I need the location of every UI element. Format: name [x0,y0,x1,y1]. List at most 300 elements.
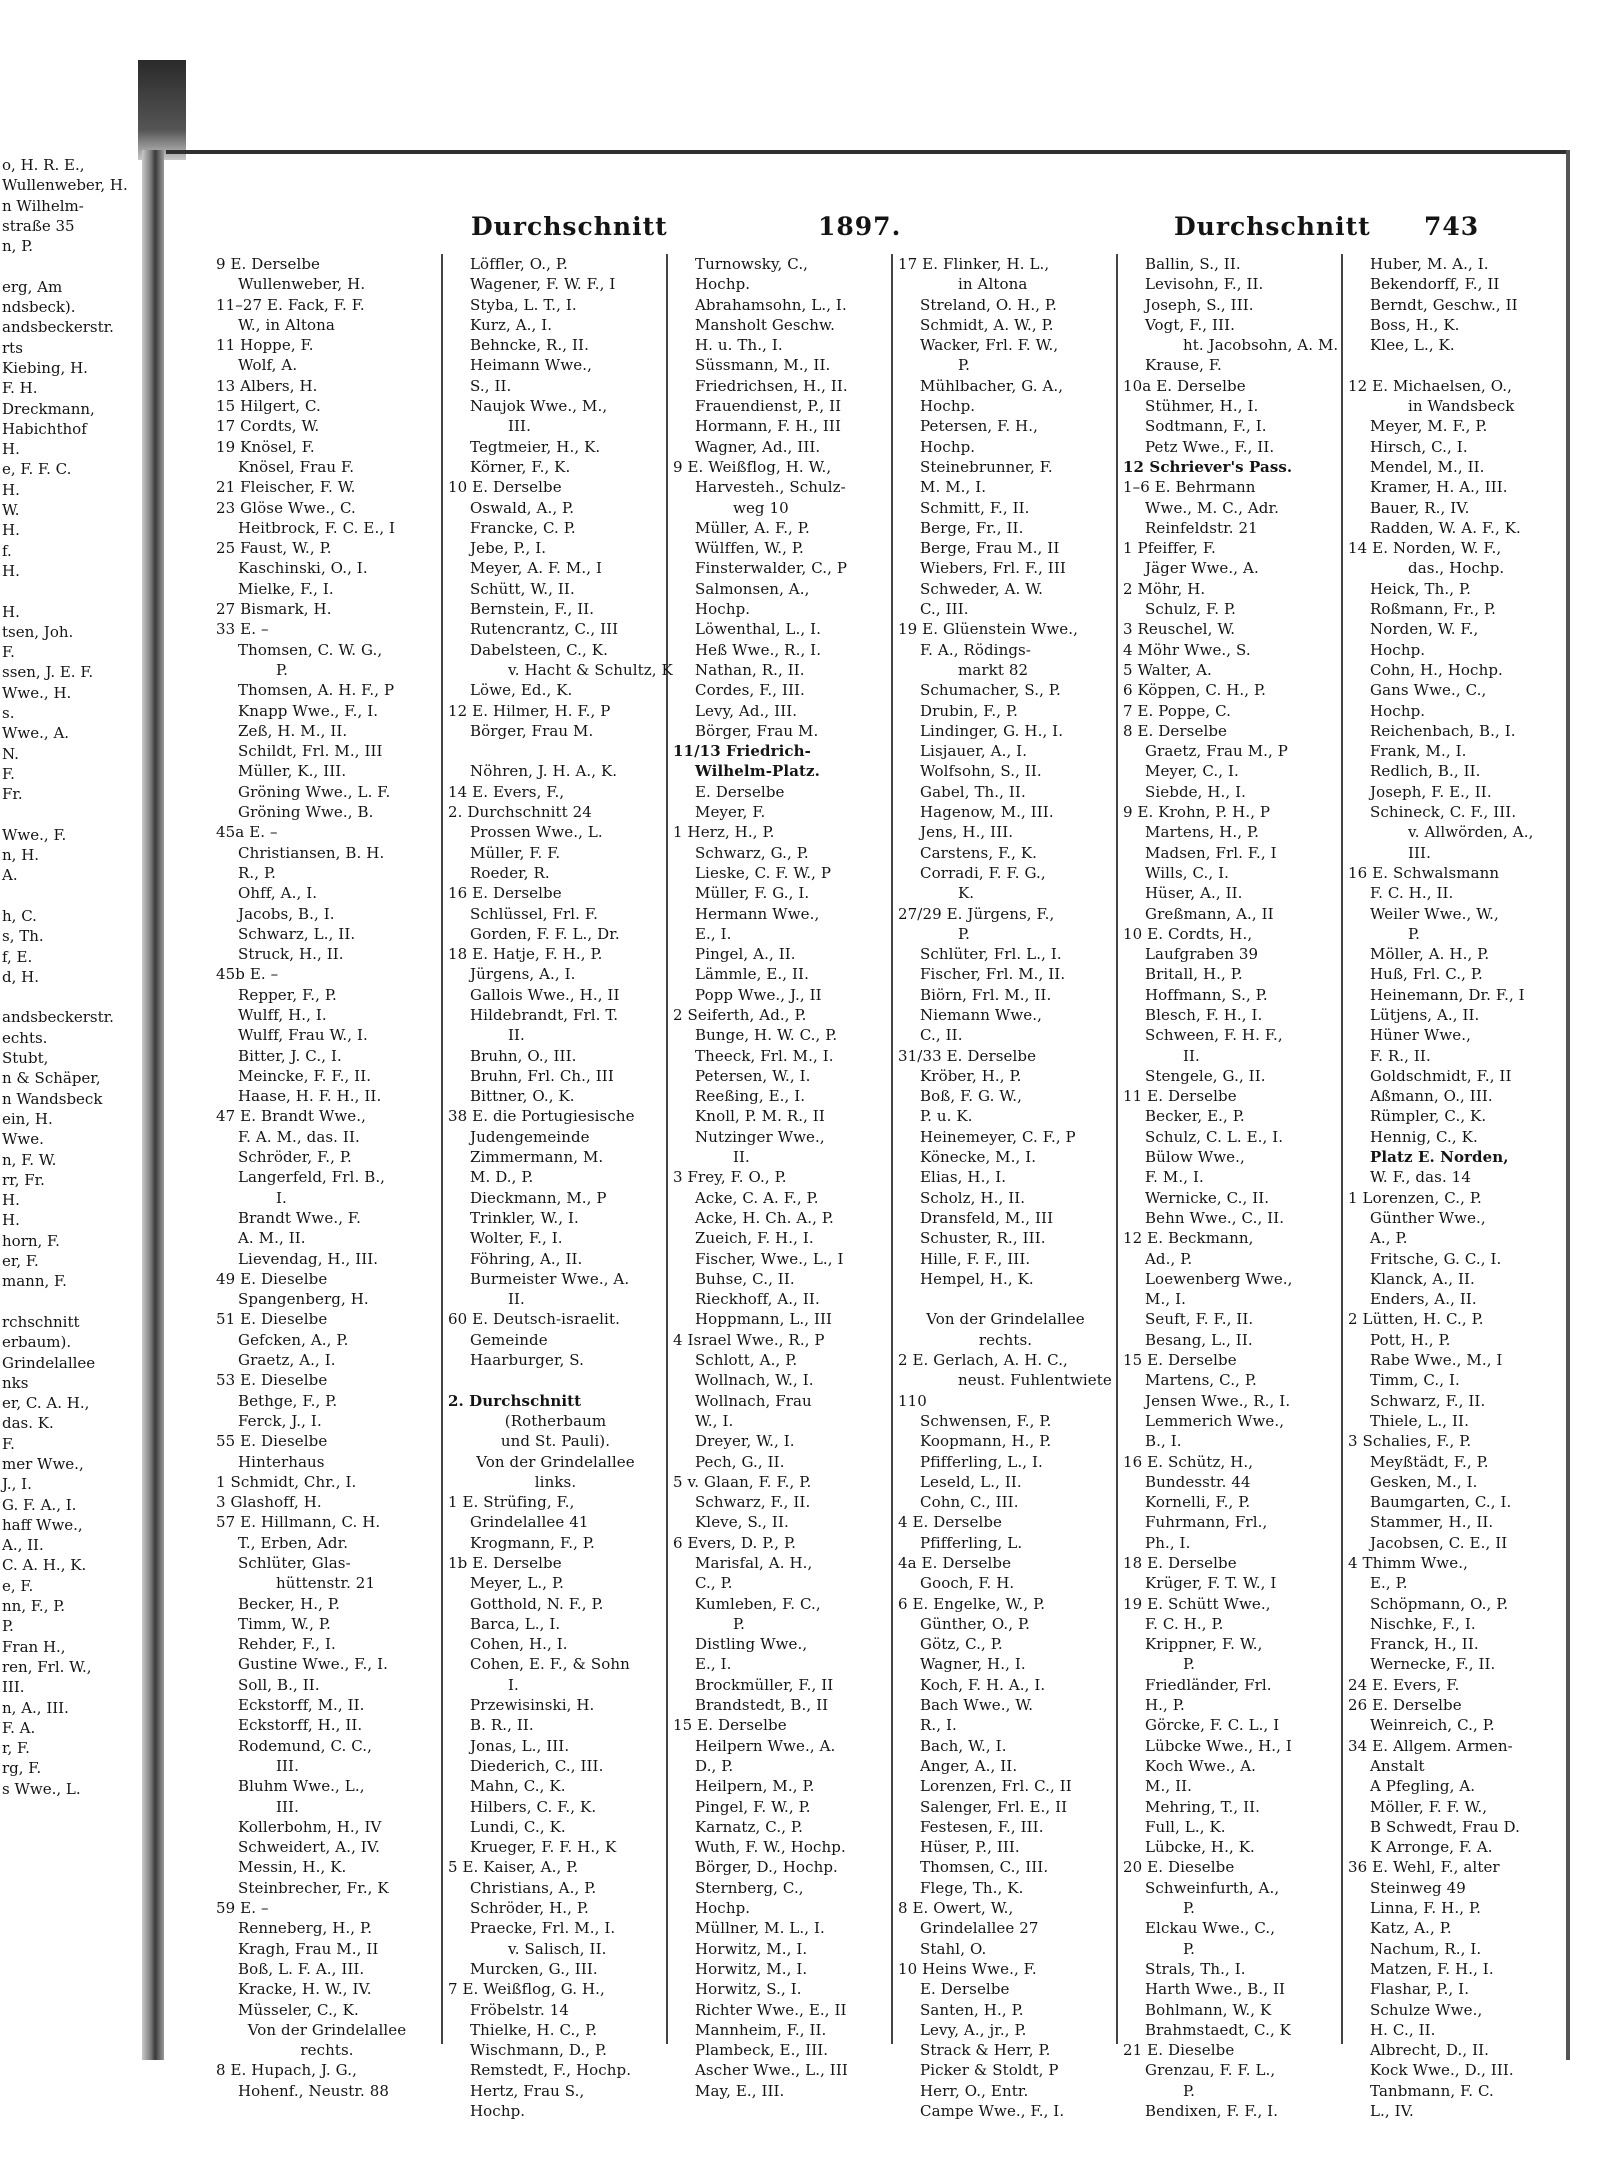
directory-entry-line: W., in Altona [238,315,335,334]
directory-entry-line: May, E., III. [695,2081,785,2100]
directory-entry-line: Wolf, A. [238,356,298,375]
previous-page-line: das. K. [2,1414,54,1433]
directory-entry-line: Schütt, W., II. [470,579,575,598]
directory-entry-line: Dreyer, W., I. [695,1432,795,1451]
directory-entry-line: Thomsen, C., III. [920,1858,1049,1877]
directory-entry-line: Ph., I. [1145,1533,1191,1552]
previous-page-line: Kiebing, H. [2,358,88,377]
directory-entry-line: R., P. [238,863,277,882]
directory-entry-line: Nathan, R., II. [695,660,805,679]
directory-entry-line: Cohn, C., III. [920,1493,1019,1512]
directory-entry-line: Föhring, A., II. [470,1249,583,1268]
directory-entry-line: Hille, F. F., III. [920,1249,1031,1268]
directory-entry-line: 5 Walter, A. [1123,660,1212,679]
directory-entry-line: M. M., I. [920,478,987,497]
directory-entry-line: P. [733,1614,746,1633]
directory-entry-line: Levy, Ad., III. [695,701,798,720]
directory-entry-line: Schmidt, A. W., P. [920,315,1054,334]
directory-entry-line: 15 E. Derselbe [1123,1351,1237,1370]
directory-entry-line: Jensen Wwe., R., I. [1145,1391,1291,1410]
directory-entry-line: Schuster, R., III. [920,1229,1046,1248]
directory-entry-line: Pott, H., P. [1370,1330,1451,1349]
directory-entry-line: Mahn, C., K. [470,1777,566,1796]
directory-entry-line: Rümpler, C., K. [1370,1107,1487,1126]
directory-entry-line: Horwitz, S., I. [695,1980,802,1999]
previous-page-line: H. [2,480,20,499]
previous-page-line: H. [2,602,20,621]
directory-entry-line: Gooch, F. H. [920,1574,1015,1593]
directory-entry-line: Schröder, H., P. [470,1899,589,1918]
directory-entry-line: 3 Reuschel, W. [1123,620,1236,639]
directory-entry-line: E. Derselbe [695,782,785,801]
directory-entry-line: Langerfeld, Frl. B., [238,1168,386,1187]
directory-entry-line: III. [1408,843,1431,862]
directory-entry-line: Strack & Herr, P. [920,2041,1051,2060]
directory-entry-line: Huber, M. A., I. [1370,255,1489,273]
directory-entry-line: Lübcke, H., K. [1145,1838,1255,1857]
directory-entry-line: F. A., Rödings- [920,640,1031,659]
directory-entry-line: Knösel, Frau F. [238,457,355,476]
previous-page-line: f, E. [2,947,33,966]
directory-entry-line: Schwarz, L., II. [238,924,356,943]
directory-entry-line: v. Allwörden, A., [1408,823,1534,842]
directory-entry-line: Jebe, P., I. [470,539,547,558]
directory-entry-line: Schwarz, F., II. [1370,1391,1486,1410]
directory-entry-line: Heinemann, Dr. F., I [1370,985,1525,1004]
directory-entry-line: R., I. [920,1716,957,1735]
directory-entry-line: Lieske, C. F. W., P [695,863,832,882]
directory-entry-line: Krippner, F. W., [1145,1635,1263,1654]
previous-page-line: n Wilhelm- [2,196,84,215]
previous-page-line: ssen, J. E. F. [2,663,94,682]
previous-page-line: n, P. [2,237,34,256]
directory-entry-line: Weiler Wwe., W., [1370,904,1499,923]
directory-entry-line: K Arronge, F. A. [1370,1838,1493,1857]
directory-entry-line: Boss, H., K. [1370,315,1460,334]
directory-entry-line: Koch, F. H. A., I. [920,1675,1046,1694]
directory-entry-line: 15 E. Derselbe [673,1716,787,1735]
directory-entry-line: Möller, A. H., P. [1370,945,1490,964]
header-year: 1897. [818,212,902,241]
previous-page-line: s. [2,704,15,723]
directory-entry-line: hüttenstr. 21 [276,1574,376,1593]
directory-entry-line: Hempel, H., K. [920,1269,1034,1288]
directory-entry-line: Wilhelm-Platz. [695,762,820,781]
previous-page-line: d, H. [2,967,39,986]
directory-entry-line: Cohn, H., Hochp. [1370,660,1503,679]
directory-entry-line: 17 Cordts, W. [216,417,320,436]
directory-entry-line: Schweidert, A., IV. [238,1838,381,1857]
page-number: 743 [1424,212,1480,241]
directory-entry-line: Süssmann, M., II. [695,356,831,375]
previous-page-line: F. [2,643,15,662]
directory-entry-line: und St. Pauli). [500,1432,611,1451]
directory-entry-line: 2 Möhr, H. [1123,579,1206,598]
directory-entry-line: Wülffen, W., P. [695,539,804,558]
directory-entry-line: 5 E. Kaiser, A., P. [448,1858,579,1877]
directory-entry-line: 4a E. Derselbe [898,1554,1012,1572]
directory-entry-line: B. R., II. [470,1716,534,1735]
previous-page-line: horn, F. [2,1231,60,1250]
directory-entry-line: Distling Wwe., [695,1635,808,1654]
directory-entry-line: Joseph, S., III. [1145,295,1254,314]
directory-entry-line: Krüger, F. T. W., I [1145,1574,1277,1593]
directory-entry-line: v. Hacht & Schultz, K [508,660,673,679]
directory-entry-line: 3 Glashoff, H. [216,1493,322,1512]
directory-entry-line: 55 E. Dieselbe [216,1432,328,1451]
directory-entry-line: Dieckmann, M., P [470,1188,607,1207]
directory-entry-line: Niemann Wwe., [920,1005,1043,1024]
directory-entry-line: Günther Wwe., [1370,1208,1486,1227]
directory-entry-line: Sodtmann, F., I. [1145,417,1267,436]
directory-entry-line: Graetz, Frau M., P [1145,742,1288,761]
directory-entry-line: Müller, F. F. [470,843,561,862]
directory-entry-line: F. M., I. [1145,1168,1204,1187]
directory-entry-line: Naujok Wwe., M., [470,397,608,416]
directory-entry-line: Stühmer, H., I. [1145,397,1259,416]
directory-entry-line: Kumleben, F. C., [695,1594,821,1613]
directory-entry-line: Schulz, C. L. E., I. [1145,1127,1284,1146]
directory-entry-line: Brandt Wwe., F. [238,1208,361,1227]
directory-entry-line: Krueger, F. F. H., K [470,1838,617,1857]
previous-page-line: N. [2,744,19,763]
directory-entry-line: P. [276,660,289,679]
directory-entry-line: 60 E. Deutsch-israelit. [448,1310,620,1329]
directory-entry-line: 10 E. Cordts, H., [1123,924,1253,943]
directory-entry-line: Levy, A., jr., P. [920,2020,1027,2039]
previous-page-line: Habichthof [2,419,87,438]
directory-entry-line: Radden, W. A. F., K. [1370,518,1521,537]
directory-entry-line: Hochp. [920,437,976,456]
previous-page-line: ndsbeck). [2,298,76,317]
directory-entry-line: Müller, K., III. [238,762,347,781]
directory-entry-line: Schwensen, F., P. [920,1411,1052,1430]
directory-entry-line: 4 E. Derselbe [898,1513,1003,1532]
directory-entry-line: Gans Wwe., C., [1370,681,1487,700]
directory-entry-line: Frauendienst, P., II [695,397,842,416]
directory-entry-line: Heilpern, M., P. [695,1777,815,1796]
directory-entry-line: Festesen, F., III. [920,1817,1044,1836]
directory-entry-line: Theeck, Frl. M., I. [695,1046,834,1065]
directory-entry-line: Zueich, F. H., I. [695,1229,814,1248]
directory-entry-line: Krogmann, F., P. [470,1533,595,1552]
directory-entry-line: II. [733,1148,750,1167]
previous-page-line: H. [2,1211,20,1230]
directory-entry-line: Meyer, F. [695,803,766,822]
directory-entry-line: 27/29 E. Jürgens, F., [898,904,1055,923]
directory-entry-line: Wolfsohn, S., II. [920,762,1042,781]
directory-entry-line: Grenzau, F. F. L., [1145,2061,1276,2080]
directory-entry-line: Schweinfurth, A., [1145,1878,1280,1897]
directory-entry-line: Wulff, Frau W., I. [238,1026,368,1045]
directory-entry-line: Hochp. [1370,640,1426,659]
previous-page-line: mer Wwe., [2,1455,84,1473]
directory-entry-line: 51 E. Dieselbe [216,1310,328,1329]
directory-entry-line: links. [534,1472,577,1491]
directory-entry-line: II. [508,1290,525,1309]
previous-page-line: e, F. [2,1576,34,1595]
directory-entry-line: Besang, L., II. [1145,1330,1253,1349]
directory-entry-line: Herr, O., Entr. [920,2081,1029,2100]
directory-entry-line: Drubin, F., P. [920,701,1019,720]
directory-entry-line: Müller, A. F., P. [695,518,810,537]
directory-entry-line: Hochp. [695,1899,751,1918]
directory-entry-line: Lemmerich Wwe., [1145,1411,1285,1430]
directory-entry-line: Bethge, F., P. [238,1391,338,1410]
directory-entry-line: Zeß, H. M., II. [238,721,348,740]
directory-entry-line: 1–6 E. Behrmann [1123,478,1256,497]
directory-entry-line: Lütjens, A., II. [1370,1005,1480,1024]
directory-entry-line: 45b E. – [216,965,279,984]
directory-entry-line: Graetz, A., I. [238,1351,336,1370]
directory-entry-line: Picker & Stoldt, P [920,2061,1059,2080]
previous-page-line: tsen, Joh. [2,622,74,641]
directory-entry-line: Wagner, Ad., III. [695,437,821,456]
column-rule [1341,254,1343,2044]
directory-entry-line: Hildebrandt, Frl. T. [470,1005,619,1024]
binding-top-shadow [138,60,186,160]
directory-entry-line: Corradi, F. F. G., [920,863,1046,882]
previous-page-line: A. [2,866,18,885]
directory-entry-line: F. C. H., P. [1145,1614,1224,1633]
previous-page-line: Fran H., [2,1637,66,1656]
directory-entry-line: Reichenbach, B., I. [1370,721,1516,740]
directory-entry-line: A Pfegling, A. [1370,1777,1476,1796]
directory-entry-line: Schulze Wwe., [1370,2000,1483,2019]
directory-entry-line: B., I. [1145,1432,1182,1451]
directory-entry-line: Salmonsen, A., [695,579,810,598]
directory-entry-line [1348,355,1563,375]
directory-entry-line: Scholz, H., II. [920,1188,1026,1207]
column-rule [891,254,893,2044]
directory-entry-line: Mielke, F., I. [238,579,334,598]
directory-entry-line: Reinfeldstr. 21 [1145,518,1258,537]
directory-entry-line: Seuft, F. F., II. [1145,1310,1254,1329]
directory-entry-line: Von der Grindelallee [247,2020,407,2039]
directory-entry-line: Rodemund, C. C., [238,1736,373,1755]
directory-entry-line: Martens, H., P. [1145,823,1259,842]
directory-entry-line: Baumgarten, C., I. [1370,1493,1512,1512]
previous-page-line: n, F. W. [2,1150,57,1169]
directory-entry-line: 4 Thimm Wwe., [1348,1554,1468,1572]
directory-entry-line: Boß, L. F. A., III. [238,1959,365,1978]
directory-entry-line: Bülow Wwe., [1145,1148,1245,1167]
directory-entry-line: 18 E. Hatje, F. H., P. [448,945,603,964]
directory-entry-line: Hochp. [1370,701,1426,720]
directory-entry-line: 17 E. Flinker, H. L., [898,255,1050,273]
previous-page-line: rr, Fr. [2,1170,45,1189]
directory-entry-line: Pfifferling, L., I. [920,1452,1043,1471]
directory-entry-line: Koch Wwe., A. [1145,1756,1257,1775]
previous-page-line: F. H. [2,379,38,398]
directory-entry-line: M. D., P. [470,1168,534,1187]
directory-entry-line: Heitbrock, F. C. E., I [238,518,396,537]
directory-entry-line: Wills, C., I. [1145,863,1230,882]
directory-entry-line: III. [276,1797,299,1816]
directory-entry-line: 2 Lütten, H. C., P. [1348,1310,1484,1329]
directory-entry-line: Kleve, S., II. [695,1513,789,1532]
directory-entry-line: Norden, W. F., [1370,620,1479,639]
directory-entry-line: Steinbrecher, Fr., K [238,1878,389,1897]
directory-entry-line: Elckau Wwe., C., [1145,1919,1276,1938]
directory-entry-line: 33 E. – [216,620,269,639]
directory-entry-line: Mehring, T., II. [1145,1797,1260,1816]
page-header [166,212,1566,252]
previous-page-line: andsbeckerstr. [2,1008,114,1027]
directory-entry-line: Kurz, A., I. [470,315,553,334]
directory-entry-line: T., Erben, Adr. [238,1533,349,1552]
previous-page-line: Wullenweber, H. [2,176,128,195]
directory-entry-line: 16 E. Derselbe [448,884,562,903]
directory-entry-line: Jens, H., III. [920,823,1014,842]
header-left-title: Durchschnitt [471,212,668,241]
directory-entry-line [448,1370,663,1390]
previous-page-line: ein, H. [2,1109,53,1128]
directory-entry-line: Knapp Wwe., F., I. [238,701,379,720]
directory-entry-line: Enders, A., II. [1370,1290,1477,1309]
directory-entry-line: Trinkler, W., I. [470,1208,579,1227]
directory-entry-line: 9 E. Krohn, P. H., P [1123,803,1271,822]
directory-entry-line: 59 E. – [216,1899,269,1918]
directory-entry-line: Behncke, R., II. [470,336,589,355]
directory-entry-line: Hochp. [695,275,751,294]
directory-entry-line: Wischmann, D., P. [470,2041,608,2060]
previous-page-line: Wwe., F. [2,825,67,844]
directory-entry-line: 38 E. die Portugiesische [448,1107,635,1126]
directory-entry-line: Wernecke, F., II. [1370,1655,1496,1674]
directory-entry-line: Goldschmidt, F., II [1370,1066,1512,1085]
previous-page-line: o, H. R. E., [2,156,85,174]
previous-page-line: haff Wwe., [2,1515,83,1534]
directory-entry-line: Britall, H., P. [1145,965,1243,984]
directory-entry-line: Francke, C. P. [470,518,576,537]
directory-entry-line: Hochp. [920,397,976,416]
directory-entry-line: Spangenberg, H. [238,1290,369,1309]
directory-entry-line: Przewisinski, H. [470,1696,595,1715]
directory-entry-line: Lämmle, E., II. [695,965,809,984]
directory-entry-line: E., I. [695,1655,732,1674]
directory-entry-line: 2. Durchschnitt 24 [448,803,592,822]
directory-entry-line: Fuhrmann, Frl., [1145,1513,1268,1532]
directory-entry-line: E., I. [695,924,732,943]
previous-page-fragment [0,155,142,2060]
directory-entry-line: 15 Hilgert, C. [216,397,321,416]
directory-entry-line: 31/33 E. Derselbe [898,1046,1037,1065]
directory-entry-line: 21 Fleischer, F. W. [216,478,356,497]
directory-entry-line: Bittner, O., K. [470,1087,575,1106]
directory-entry-line: C., II. [920,1026,963,1045]
directory-entry-line: Leseld, L., II. [920,1472,1022,1491]
directory-entry-line: 10a E. Derselbe [1123,376,1246,395]
directory-entry-line: Kock Wwe., D., III. [1370,2061,1514,2080]
previous-page-line: rchschnitt [2,1312,80,1331]
directory-entry-line: M., I. [1145,1290,1186,1309]
directory-entry-line: 10 E. Derselbe [448,478,562,497]
directory-entry-line: Gotthold, N. F., P. [470,1594,604,1613]
directory-entry-line: Oswald, A., P. [470,498,575,517]
directory-entry-line: 1 E. Strüfing, F., [448,1493,575,1512]
directory-entry-line: Knoll, P. M. R., II [695,1107,825,1126]
directory-entry-line: Wollnach, Frau [695,1391,812,1410]
directory-entry-line: Madsen, Frl. F., I [1145,843,1277,862]
directory-entry-line: Heilpern Wwe., A. [695,1736,836,1755]
directory-entry-line: Hoffmann, S., P. [1145,985,1268,1004]
directory-entry-line: Streland, O. H., P. [920,295,1057,314]
previous-page-line: rts [2,338,23,357]
directory-entry-line: Thiele, L., II. [1370,1411,1469,1430]
previous-page-line: echts. [2,1028,48,1047]
directory-entry-line: K. [958,884,975,903]
directory-entry-line: markt 82 [958,660,1029,679]
directory-entry-line: Ohff, A., I. [238,884,318,903]
directory-entry-line: Friedrichsen, H., II. [695,376,848,395]
directory-entry-line: Thomsen, A. H. F., P [238,681,395,700]
previous-page-line: n, A., III. [2,1698,69,1717]
directory-entry-line: in Wandsbeck [1408,397,1515,416]
directory-entry-line: Berge, Fr., II. [920,518,1024,537]
previous-page-line: e, F. F. C. [2,460,72,479]
directory-entry-line: Barca, L., I. [470,1614,561,1633]
directory-entry-line: 11 Hoppe, F. [216,336,314,355]
directory-entry-line: C., P. [695,1574,733,1593]
directory-entry-line: Brahmstaedt, C., K [1145,2020,1291,2039]
directory-entry-line: Timm, W., P. [238,1614,331,1633]
directory-entry-line: Styba, L. T., I. [470,295,577,314]
directory-entry-line: Buhse, C., II. [695,1269,795,1288]
directory-entry-line: 19 E. Glüenstein Wwe., [898,620,1079,639]
directory-entry-line: P. [958,924,971,943]
previous-page-line: Grindelallee [2,1353,96,1372]
directory-entry-line: Friedländer, Frl. [1145,1675,1272,1694]
directory-entry-line: Schlüter, Frl. L., I. [920,945,1062,964]
directory-entry-line: Steinweg 49 [1370,1878,1466,1897]
directory-entry-line: Murcken, G., III. [470,1959,598,1978]
directory-entry-line: Rutencrantz, C., III [470,620,619,639]
directory-entry-line: Pingel, F. W., P. [695,1797,811,1816]
directory-entry-line: 10 Heins Wwe., F. [898,1959,1037,1978]
directory-entry-line: Schöpmann, O., P. [1370,1594,1509,1613]
directory-entry-line: Hohenf., Neustr. 88 [238,2081,390,2100]
directory-entry-line [898,1289,1113,1309]
previous-page-line: ren, Frl. W., [2,1657,92,1676]
directory-entry-line: Ascher Wwe., L., III [695,2061,848,2080]
directory-entry-line: Meyßtädt, F., P. [1370,1452,1489,1471]
directory-entry-line: Becker, E., P. [1145,1107,1245,1126]
directory-entry-line: Gröning Wwe., L. F. [238,782,391,801]
directory-entry-line: Grindelallee 41 [470,1513,589,1532]
directory-entry-line: Lübcke Wwe., H., I [1145,1736,1292,1755]
directory-entry-line: Rabe Wwe., M., I [1370,1351,1503,1370]
directory-entry-line: Popp Wwe., J., II [695,985,822,1004]
directory-entry-line: Könecke, M., I. [920,1148,1037,1167]
directory-entry-line: Frank, M., I. [1370,742,1467,761]
directory-entry-line: Tegtmeier, H., K. [470,437,601,456]
directory-entry-line: (Rotherbaum [504,1411,607,1430]
directory-entry-line: Bohlmann, W., K [1145,2000,1272,2019]
directory-entry-line: Diederich, C., III. [470,1756,604,1775]
directory-entry-line: Löwe, Ed., K. [470,681,573,700]
directory-entry-line: III. [276,1756,299,1775]
directory-entry-line: Cohen, H., I. [470,1635,568,1654]
directory-entry-line: 1 Herz, H., P. [673,823,775,842]
directory-entry-line: I. [276,1188,287,1207]
directory-entry-line: 19 E. Schütt Wwe., [1123,1594,1271,1613]
directory-entry-line: Lorenzen, Frl. C., II [920,1777,1072,1796]
directory-entry-line: 8 E. Owert, W., [898,1899,1014,1918]
directory-entry-line: 23 Glöse Wwe., C. [216,498,356,517]
directory-entry-line: Gustine Wwe., F., I. [238,1655,388,1674]
directory-entry-line: 1 Schmidt, Chr., I. [216,1472,357,1491]
